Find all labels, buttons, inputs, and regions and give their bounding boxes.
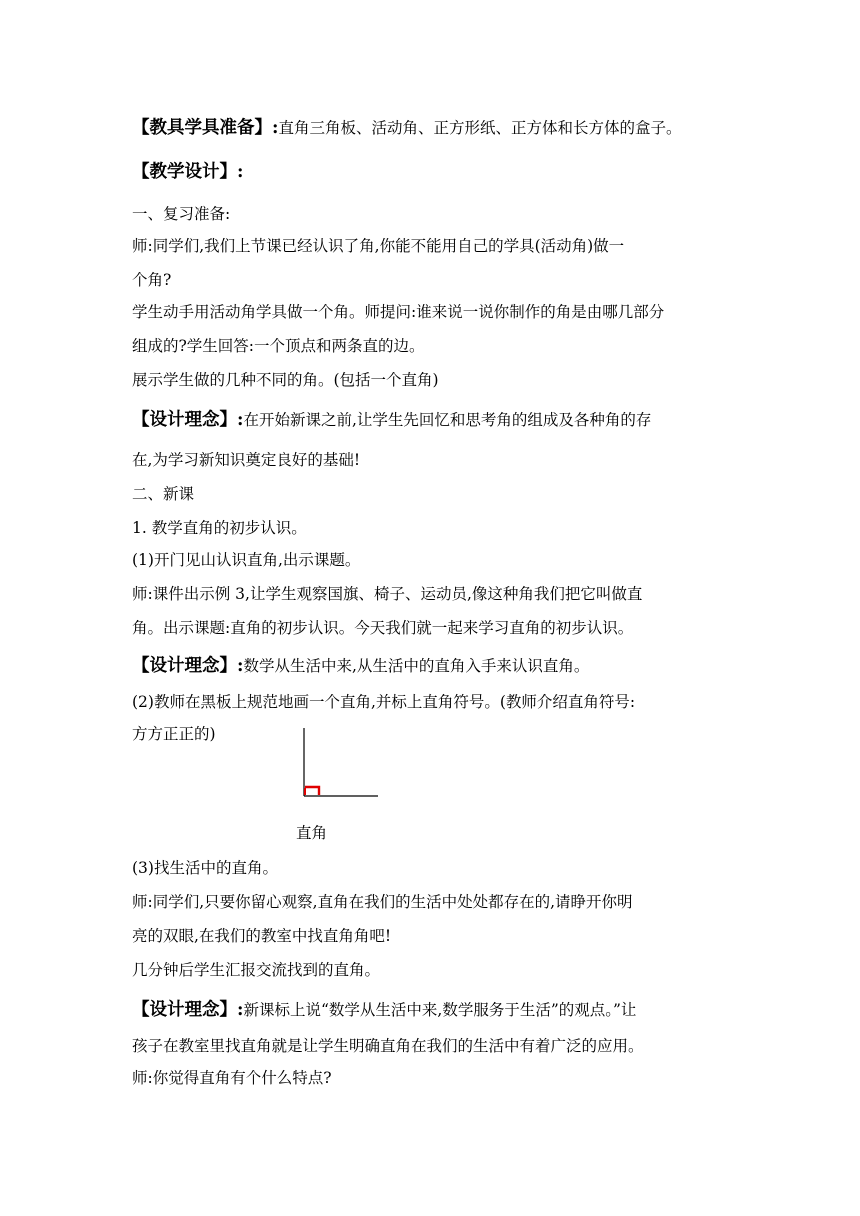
diagram-caption: 直角 bbox=[296, 824, 328, 842]
step-title: (2)教师在黑板上规范地画一个直角,并标上直角符号。(教师介绍直角符号: bbox=[132, 693, 636, 711]
paragraph-line: 几分钟后学生汇报交流找到的直角。 bbox=[132, 961, 381, 979]
design-idea-line bbox=[132, 410, 651, 430]
design-heading: 【教学设计】: bbox=[132, 162, 244, 182]
paragraph-line: 角。出示课题:直角的初步认识。今天我们就一起来学习直角的初步认识。 bbox=[132, 619, 634, 637]
paragraph-line: 个角? bbox=[132, 271, 172, 289]
step-title: (1)开门见山认识直角,出示课题。 bbox=[132, 551, 361, 569]
section2-title: 二、新课 bbox=[132, 485, 195, 503]
prep-line bbox=[132, 118, 681, 138]
prep-text: 直角三角板、活动角、正方形纸、正方体和长方体的盒子。 bbox=[278, 119, 682, 137]
right-angle-diagram bbox=[296, 726, 380, 800]
paragraph-line: 师:同学们,只要你留心观察,直角在我们的生活中处处都存在的,请睁开你明 bbox=[132, 893, 633, 911]
subsection-title: 1. 教学直角的初步认识。 bbox=[132, 519, 307, 537]
paragraph-line: 亮的双眼,在我们的教室中找直角角吧! bbox=[132, 927, 392, 945]
design-idea-line bbox=[132, 656, 589, 676]
right-angle-mark-icon bbox=[305, 787, 319, 795]
paragraph-line: 学生动手用活动角学具做一个角。师提问:谁来说一说你制作的角是由哪几部分 bbox=[132, 303, 665, 321]
design-idea-text: 在开始新课之前,让学生先回忆和思考角的组成及各种角的存 bbox=[243, 411, 652, 429]
paragraph-line: 师:课件出示例 3,让学生观察国旗、椅子、运动员,像这种角我们把它叫做直 bbox=[132, 585, 643, 603]
paragraph-line: 师:你觉得直角有个什么特点? bbox=[132, 1069, 332, 1087]
design-idea-heading: 【设计理念】: bbox=[132, 656, 244, 676]
paragraph-line: 展示学生做的几种不同的角。(包括一个直角) bbox=[132, 371, 439, 389]
design-idea-heading: 【设计理念】: bbox=[132, 1000, 244, 1020]
design-idea-text: 新课标上说“数学从生活中来,数学服务于生活”的观点。”让 bbox=[243, 1001, 637, 1019]
design-idea-heading: 【设计理念】: bbox=[132, 410, 244, 430]
paragraph-line: 在,为学习新知识奠定良好的基础! bbox=[132, 451, 361, 469]
prep-heading: 【教具学具准备】: bbox=[132, 118, 279, 138]
step-title: (3)找生活中的直角。 bbox=[132, 859, 278, 877]
section1-title: 一、复习准备: bbox=[132, 205, 231, 223]
paragraph-line: 组成的?学生回答:一个顶点和两条直的边。 bbox=[132, 337, 425, 355]
paragraph-line: 孩子在教室里找直角就是让学生明确直角在我们的生活中有着广泛的应用。 bbox=[132, 1037, 644, 1055]
paragraph-line: 师:同学们,我们上节课已经认识了角,你能不能用自己的学具(活动角)做一 bbox=[132, 237, 625, 255]
design-idea-text: 数学从生活中来,从生活中的直角入手来认识直角。 bbox=[243, 657, 590, 675]
design-idea-line bbox=[132, 1000, 636, 1020]
paragraph-line: 方方正正的) bbox=[132, 725, 216, 743]
